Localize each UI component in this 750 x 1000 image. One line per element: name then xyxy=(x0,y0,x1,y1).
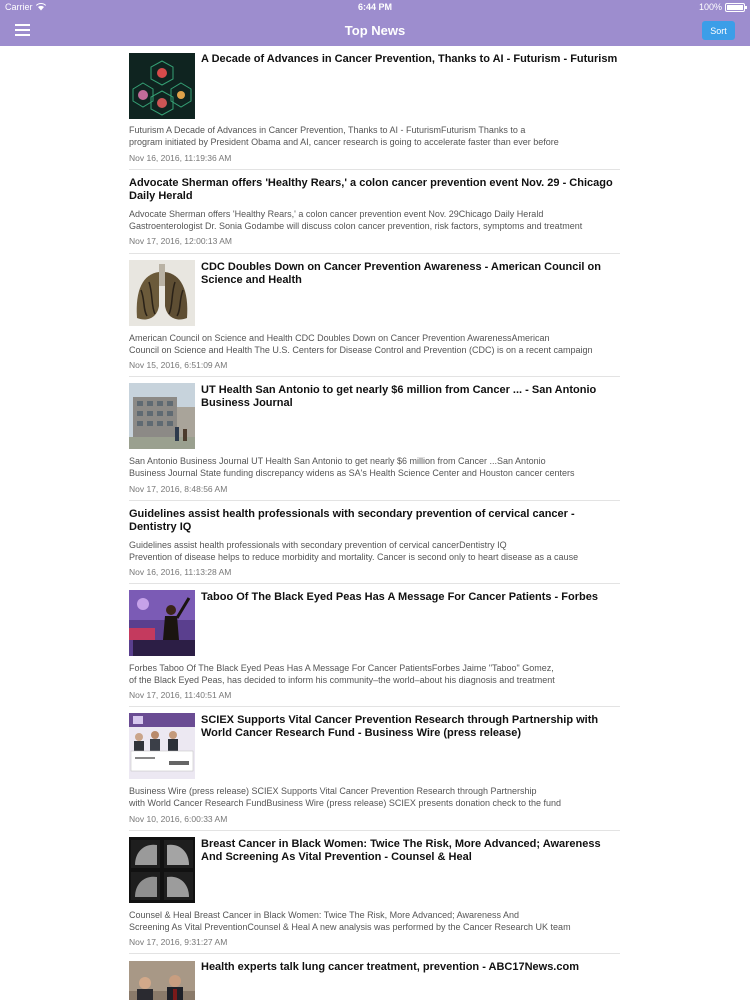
article-thumbnail xyxy=(129,961,195,1000)
description-line: Guidelines assist health professionals with secondary prevention of cervical cancerDentistry IQ xyxy=(129,540,507,550)
status-bar xyxy=(0,0,750,14)
description-line: Counsel & Heal Breast Cancer in Black Women: Twice The Risk, More Advanced; Awareness And xyxy=(129,910,520,920)
article-description xyxy=(129,785,620,809)
article-date: Nov 10, 2016, 6:00:33 AM xyxy=(129,814,228,824)
article-title: A Decade of Advances in Cancer Prevention, Thanks to AI - Futurism - Futurism xyxy=(201,53,618,65)
description-line: Business Journal State funding discrepancy widens as SA's Health Science Center and Houston cancer centers xyxy=(129,468,575,478)
status-time: 6:44 PM xyxy=(357,2,392,12)
article-description xyxy=(129,124,620,148)
top-bar xyxy=(0,0,750,46)
article-date: Nov 17, 2016, 9:31:27 AM xyxy=(129,937,228,947)
article-date: Nov 17, 2016, 12:00:13 AM xyxy=(129,236,233,246)
article-thumbnail xyxy=(129,260,195,326)
description-line: Advocate Sherman offers 'Healthy Rears,' a colon cancer prevention event Nov. 29Chicago Daily Herald xyxy=(129,209,544,219)
news-item[interactable] xyxy=(129,831,620,954)
article-thumbnail xyxy=(129,383,195,449)
article-title: Breast Cancer in Black Women: Twice The Risk, More Advanced; Awareness And Screening As Vital Prevention - Counsel & Heal xyxy=(201,838,601,863)
battery-icon xyxy=(725,3,745,12)
article-title: CDC Doubles Down on Cancer Prevention Awareness - American Council on Science and Health xyxy=(201,261,601,286)
article-description xyxy=(129,909,620,933)
article-description xyxy=(129,539,620,563)
description-line: Forbes Taboo Of The Black Eyed Peas Has A Message For Cancer PatientsForbes Jaime "Taboo" Gomez, xyxy=(129,663,554,673)
article-title: UT Health San Antonio to get nearly $6 million from Cancer ... - San Antonio Business Journal xyxy=(201,384,597,409)
sort-button[interactable]: Sort xyxy=(702,21,735,40)
article-title: Guidelines assist health professionals with secondary prevention of cervical cancer - Dentistry IQ xyxy=(129,508,575,533)
description-line: Council on Science and Health The U.S. Centers for Disease Control and Prevention (CDC) is on a recent campaign xyxy=(129,345,593,355)
battery-indicator xyxy=(699,2,745,12)
article-thumbnail xyxy=(129,590,195,656)
news-item[interactable] xyxy=(129,954,620,1000)
nav-bar xyxy=(0,14,750,46)
description-line: program initiated by President Obama and AI, cancer research is going to accelerate faster than ever before xyxy=(129,137,559,147)
description-line: of the Black Eyed Peas, has decided to inform his community–the world–about his diagnosis and treatment xyxy=(129,675,555,685)
battery-percent: 100% xyxy=(698,2,722,12)
article-title: Health experts talk lung cancer treatment, prevention - ABC17News.com xyxy=(201,961,579,973)
article-date: Nov 16, 2016, 11:19:36 AM xyxy=(129,153,232,163)
article-date: Nov 15, 2016, 6:51:09 AM xyxy=(129,360,228,370)
article-description xyxy=(129,662,620,686)
news-item[interactable] xyxy=(129,254,620,377)
description-line: American Council on Science and Health CDC Doubles Down on Cancer Prevention AwarenessAmerican xyxy=(129,333,550,343)
article-thumbnail xyxy=(129,713,195,779)
description-line: Screening As Vital PreventionCounsel & Heal A new analysis was performed by the Cancer Research UK team xyxy=(129,922,571,932)
description-line: Prevention of disease helps to reduce morbidity and mortality. Cancer is second only to heart disease as a cause xyxy=(129,552,579,562)
description-line: Futurism A Decade of Advances in Cancer Prevention, Thanks to AI - FuturismFuturism Thanks to a xyxy=(129,125,526,135)
news-item[interactable] xyxy=(129,170,620,254)
description-line: San Antonio Business Journal UT Health San Antonio to get nearly $6 million from Cancer ...San Antonio xyxy=(129,456,546,466)
article-description xyxy=(129,332,620,356)
description-line: with World Cancer Research FundBusiness Wire (press release) SCIEX presents donation check to the fund xyxy=(129,798,562,808)
news-item[interactable] xyxy=(129,46,620,170)
article-description xyxy=(129,208,620,232)
article-thumbnail xyxy=(129,53,195,119)
article-description xyxy=(129,455,620,479)
description-line: Business Wire (press release) SCIEX Supports Vital Cancer Prevention Research through Partnership xyxy=(129,786,537,796)
page-title: Top News xyxy=(344,23,406,38)
article-title: SCIEX Supports Vital Cancer Prevention Research through Partnership with World Cancer Research Fund - Business Wire (press release) xyxy=(201,714,599,739)
article-date: Nov 16, 2016, 11:13:28 AM xyxy=(129,567,232,577)
carrier-label: Carrier xyxy=(5,2,33,12)
article-thumbnail xyxy=(129,837,195,903)
description-line: Gastroenterologist Dr. Sonia Godambe will discuss colon cancer prevention, risk factors, symptoms and treatment xyxy=(129,221,583,231)
article-title: Advocate Sherman offers 'Healthy Rears,' a colon cancer prevention event Nov. 29 - Chicago Daily Herald xyxy=(129,177,613,202)
news-item[interactable] xyxy=(129,501,620,584)
news-item[interactable] xyxy=(129,377,620,501)
article-title: Taboo Of The Black Eyed Peas Has A Message For Cancer Patients - Forbes xyxy=(201,591,598,603)
article-date: Nov 17, 2016, 8:48:56 AM xyxy=(129,484,228,494)
article-date: Nov 17, 2016, 11:40:51 AM xyxy=(129,690,232,700)
news-item[interactable] xyxy=(129,584,620,707)
news-item[interactable] xyxy=(129,707,620,831)
news-list xyxy=(129,46,620,1000)
